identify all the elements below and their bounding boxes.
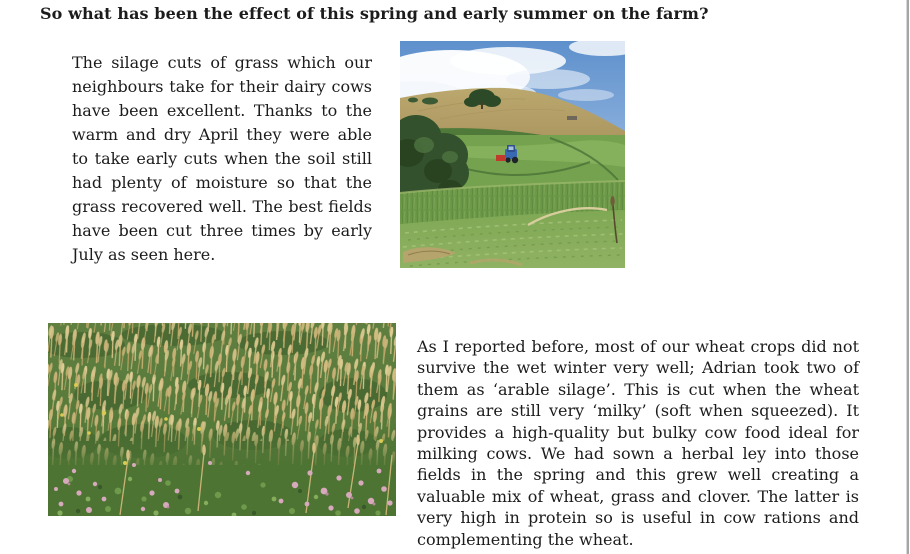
wheat-photo-scene — [48, 323, 396, 516]
clover-understory — [48, 473, 396, 516]
page-title: So what has been the effect of this spring and early summer on the farm? — [40, 4, 709, 23]
silage-photo-scene — [400, 41, 625, 268]
wheat-herbal-ley-photo — [48, 323, 396, 516]
silage-paragraph: The silage cuts of grass which our neighbours take for their dairy cows have been excellent. Thanks to the warm and dry April they were able to take early cuts when the soil still had plenty of moisture so that the grass recovered well. The best fields have been cut three times by early July as seen here. — [72, 53, 372, 264]
hill-shed — [567, 116, 577, 120]
wheat-texture — [48, 323, 396, 475]
wheat-paragraph: As I reported before, most of our wheat crops did not survive the wet winter very well; Adrian took two of them as ‘arable silage’. This is cut when the wheat grains are still very ‘milky’ (soft when squeezed). It provides a high-quality but bulky cow food ideal for milking cows. We had sown a herbal ley into those fields in the spring and this grew well creating a valuable mix of wheat, grass and clover. The latter is very high in protein so is useful in cow rations and complementing the wheat. — [417, 337, 859, 549]
silage-cutting-photo — [400, 41, 625, 268]
window-edge-line — [906, 0, 909, 554]
